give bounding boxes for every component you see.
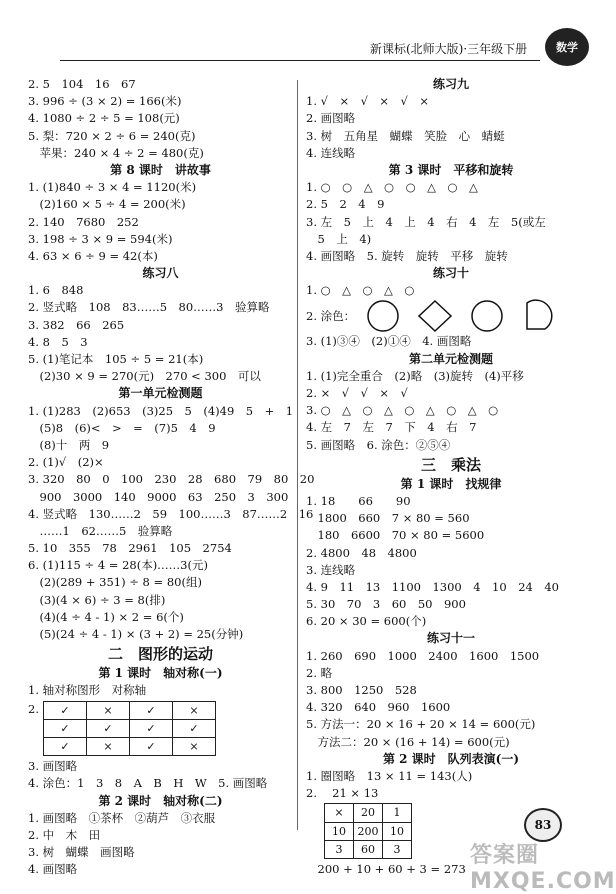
section-heading: 第 1 课时 找规律 [400, 476, 502, 491]
answer-line: 3. 996 ÷ (3 × 2) = 166(米) [28, 94, 182, 109]
section-heading: 练习十 [432, 266, 469, 281]
answer-line: (2)30 × 9 = 270(元) 270 < 300 可以 [28, 369, 261, 384]
answer-line: 1800 660 7 × 80 = 560 [306, 511, 470, 526]
answer-line: (5)(24 ÷ 4 - 1) × (3 + 2) = 25(分钟) [28, 627, 244, 641]
answer-line: 2. × √ √ × √ [306, 386, 408, 400]
answer-line: 2. (1)√ (2)× [28, 455, 104, 470]
answer-line: 3. 198 ÷ 3 × 9 = 594(米) [28, 231, 173, 246]
section-heading: 第 1 课时 轴对称(一) [98, 666, 223, 681]
table-cell: × [172, 701, 215, 719]
table-cell: ✓ [129, 737, 172, 755]
table-cell: ✓ [43, 737, 86, 755]
subject-logo: 数学 [545, 28, 589, 66]
circle-shape [368, 301, 398, 331]
answer-line: 6. 20 × 30 = 600(个) [306, 614, 427, 629]
answer-line: 2. 4800 48 4800 [306, 545, 417, 560]
answer-line: ……1 62……5 验算略 [28, 523, 173, 538]
question-number: 2. [28, 701, 39, 716]
answer-line: 3. 树 五角星 蝴蝶 笑脸 心 蜻蜓 [306, 128, 505, 143]
circle-shape [472, 301, 502, 331]
section-heading: 第 3 课时 平移和旋转 [388, 162, 514, 177]
answer-line: 2. 略 [306, 665, 333, 680]
answer-line: 4. 竖式略 130……2 59 100……3 87……2 16 [28, 506, 314, 521]
diamond-shape [419, 301, 451, 331]
answer-line: 200 + 10 + 60 + 3 = 273 [306, 861, 466, 876]
section-heading: 第一单元检测题 [118, 386, 203, 401]
answer-line: 3. 树 蝴蝶 画图略 [28, 845, 135, 860]
table-cell: ✓ [86, 719, 129, 737]
answer-line: 2. 中 木 田 [28, 827, 101, 842]
watermark: 答案圈 MXQE.COM [470, 843, 616, 894]
answer-line: (2)160 × 5 ÷ 4 = 200(米) [28, 197, 186, 212]
table-cell: 10 [325, 822, 354, 840]
answer-line: 1. 轴对称图形 对称轴 [28, 683, 147, 698]
table-cell: 3 [383, 840, 412, 858]
question-text: 2. 涂色： [306, 308, 356, 323]
answer-line: (5)8 (6)< > = (7)5 4 9 [28, 420, 216, 435]
coloring-shapes-row [306, 299, 596, 333]
left-column [28, 76, 315, 878]
table-cell: × [172, 737, 215, 755]
answer-line: 3. 左 5 上 4 上 4 右 4 左 5(或左 [306, 214, 546, 229]
answer-line: (3)(4 × 6) ÷ 3 = 8(排) [28, 592, 166, 607]
answer-line: 1. ○ ○ △ ○ ○ △ ○ △ [306, 180, 478, 195]
answer-line: 900 3000 140 9000 63 250 3 300 [28, 489, 289, 504]
answer-line: 1. ○ △ ○ △ ○ [306, 283, 415, 298]
answer-line: 1. (1)840 ÷ 3 × 4 = 1120(米) [28, 180, 197, 195]
section-heading: 第二单元检测题 [408, 351, 493, 366]
table-cell: ✓ [129, 701, 172, 719]
table-cell: 200 [354, 822, 383, 840]
table-cell: ✓ [43, 701, 86, 719]
page-number: 83 [524, 808, 562, 842]
answer-line: 1. (1)283 (2)653 (3)25 5 (4)49 5 + 1 [28, 403, 294, 418]
answer-line: 5. (1)笔记本 105 ÷ 5 = 21(本) [28, 352, 204, 366]
table-cell: × [86, 737, 129, 755]
answer-line: 2. 画图略 [306, 111, 356, 126]
answer-line: 5. 30 70 3 60 50 900 [306, 597, 466, 612]
answer-line: 1. 260 690 1000 2400 1600 1500 [306, 648, 540, 663]
column-divider [297, 80, 298, 830]
table-cell: ✓ [43, 719, 86, 737]
header-rule [60, 60, 540, 61]
section-heading: 二 图形的运动 [107, 645, 213, 664]
table-cell: × [325, 804, 354, 822]
answer-line: 4. 63 × 6 ÷ 9 = 42(本) [28, 248, 158, 263]
answer-line: 3. 画图略 [28, 759, 78, 774]
answer-line: 4. 1080 ÷ 2 ÷ 5 = 108(元) [28, 111, 180, 126]
answer-line: 2. 5 2 4 9 [306, 197, 385, 212]
answer-line: 5. 10 355 78 2961 105 2754 [28, 541, 232, 556]
answer-line: 3. 连线略 [306, 562, 356, 577]
answer-line: 5. 梨：720 × 2 ÷ 6 = 240(克) [28, 128, 196, 143]
answer-line: 4. 连线略 [306, 145, 356, 160]
right-column [306, 76, 596, 878]
answer-line: 4. 9 11 13 1100 1300 4 10 24 40 [306, 579, 559, 594]
answer-line: 4. 涂色：1 3 8 A B H W 5. 画图略 [28, 776, 268, 791]
table-cell: 60 [354, 840, 383, 858]
answer-line: 6. (1)115 ÷ 4 = 28(本)……3(元) [28, 558, 208, 573]
answer-line: 2. 140 7680 252 [28, 214, 139, 229]
answer-line: 3. 382 66 265 [28, 317, 125, 332]
table-cell: 20 [354, 804, 383, 822]
answer-line: 3. 800 1250 528 [306, 683, 417, 697]
answer-line: 2. 21 × 13 [306, 786, 379, 801]
symmetry-check-table [43, 701, 216, 757]
table-cell: × [86, 701, 129, 719]
answer-line: 5. 方法一：20 × 16 + 20 × 14 = 600(元) [306, 717, 536, 732]
answer-line: 1. 6 848 [28, 283, 84, 298]
section-heading: 练习十一 [426, 631, 475, 646]
answer-line: (2)(289 + 351) ÷ 8 = 80(组) [28, 575, 202, 590]
answer-line: 4. 画图略 5. 旋转 旋转 平移 旋转 [306, 248, 508, 263]
answer-line: (8)十 两 9 [28, 437, 110, 452]
table-cell: 1 [383, 804, 412, 822]
answer-line: 1. 画图略 ①茶杯 ②葫芦 ③衣服 [28, 810, 216, 825]
arc-shape [527, 301, 552, 330]
answer-line: 5. 画图略 6. 涂色：②⑤④ [306, 437, 451, 452]
answer-line: 3. ○ △ ○ △ ○ △ ○ △ ○ [306, 403, 499, 418]
answer-line: 4. 320 640 960 1600 [306, 700, 451, 715]
answer-line: 5 上 4) [306, 231, 372, 246]
answer-line: 3. (1)③④ (2)①④ 4. 画图略 [306, 334, 472, 349]
answer-line: 2. 5 104 16 67 [28, 77, 136, 91]
section-heading: 三 乘法 [420, 455, 481, 474]
answer-line: 4. 画图略 [28, 862, 78, 877]
section-heading: 第 8 课时 讲故事 [110, 162, 211, 177]
page-header: 新课标(北师大版)·三年级下册 [370, 42, 528, 56]
answer-table-block [28, 700, 293, 759]
section-heading: 第 2 课时 队列表演(一) [382, 751, 520, 766]
answer-line: 1. 圈图略 13 × 11 = 143(人) [306, 768, 473, 783]
section-heading: 练习八 [142, 266, 179, 281]
table-cell: ✓ [172, 719, 215, 737]
table-cell: ✓ [129, 719, 172, 737]
answer-line: (4)(4 ÷ 4 - 1) × 2 = 6(个) [28, 609, 184, 624]
answer-line: 1. √ × √ × √ × [306, 94, 430, 109]
answer-line: 3. 320 80 0 100 230 28 680 79 80 20 [28, 472, 315, 487]
table-cell: 10 [383, 822, 412, 840]
section-heading: 练习九 [432, 77, 469, 91]
section-heading: 第 2 课时 轴对称(二) [98, 793, 223, 808]
answer-line: 180 6600 70 × 80 = 5600 [306, 528, 485, 543]
answer-line: 1. 18 66 90 [306, 493, 411, 508]
answer-line: 苹果：240 × 4 ÷ 2 = 480(克) [28, 145, 204, 160]
shapes-figure [367, 299, 567, 333]
answer-line: 1. (1)完全重合 (2)略 (3)旋转 (4)平移 [306, 368, 524, 383]
answer-line: 方法二：20 × (16 + 14) = 600(元) [306, 734, 510, 749]
table-cell: 3 [325, 840, 354, 858]
answer-line: 4. 左 7 左 7 下 4 右 7 [306, 420, 477, 435]
answer-line: 4. 8 5 3 [28, 334, 88, 349]
answer-line: 2. 竖式略 108 83……5 80……3 验算略 [28, 300, 270, 315]
multiplication-grid [324, 803, 412, 859]
